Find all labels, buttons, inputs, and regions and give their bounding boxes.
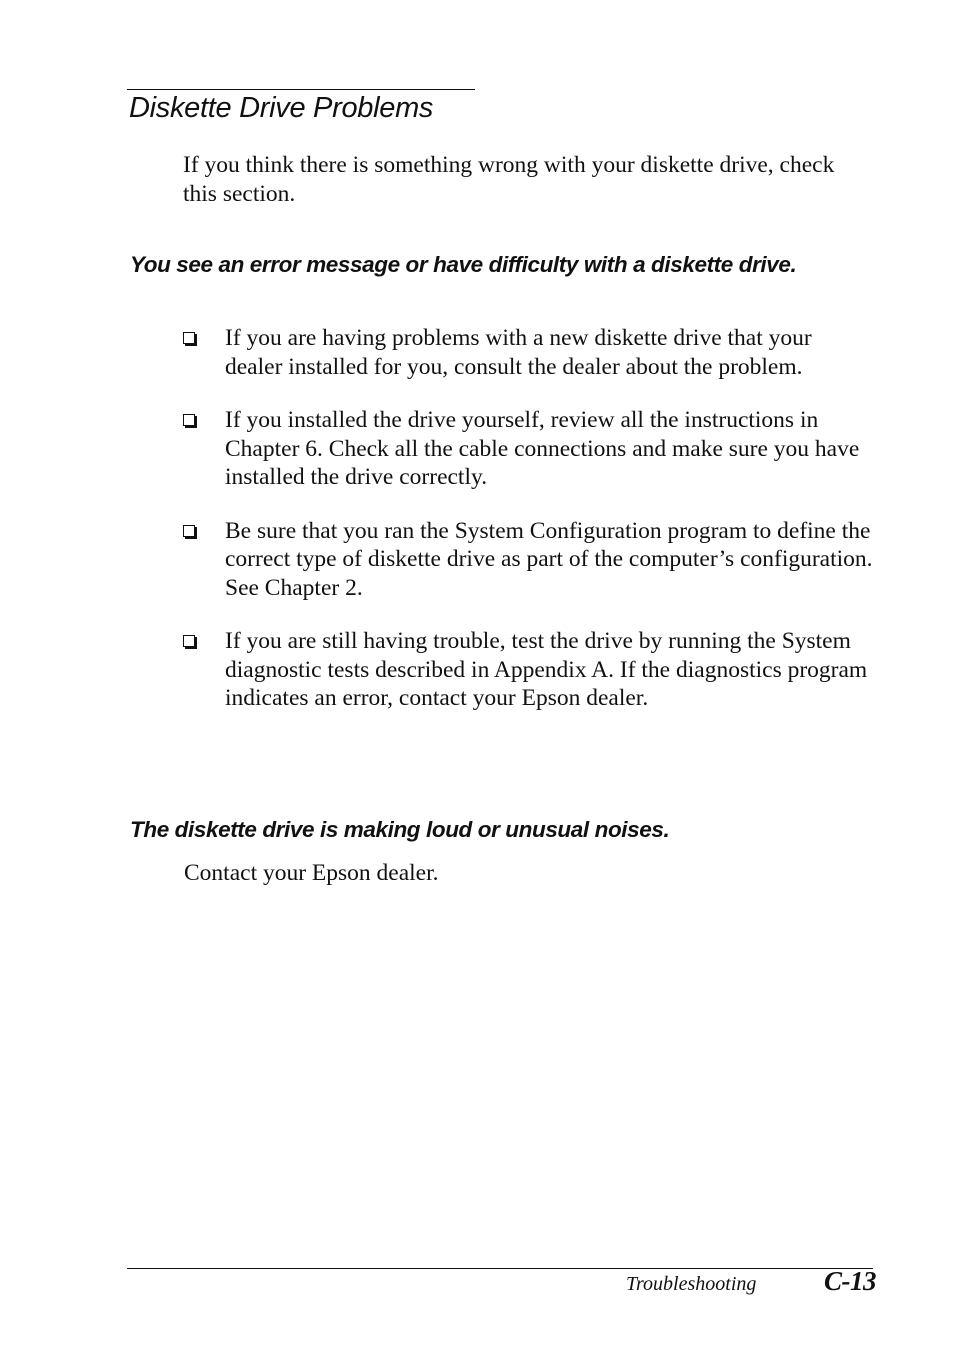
list-item-text: Be sure that you ran the System Configuration program to define the correct type of diskette drive as part of the computer’s configuration. See Chapter 2. — [225, 517, 873, 601]
list-item — [183, 627, 873, 713]
list-item-text: If you are still having trouble, test the drive by running the System diagnostic tests described in Appendix A. If the diagnostics program indicates an error, contact your Epson dealer. — [225, 628, 868, 711]
subheading-noises: The diskette drive is making loud or unusual noises. — [130, 817, 670, 842]
intro-paragraph: If you think there is something wrong with your diskette drive, check this section. — [183, 152, 835, 207]
page-number: C-13 — [824, 1266, 876, 1296]
bullet-list — [183, 324, 873, 738]
contact-dealer-text: Contact your Epson dealer. — [184, 860, 439, 886]
list-item — [183, 517, 873, 603]
checkbox-bullet-icon — [183, 414, 195, 426]
list-item-text: If you are having problems with a new diskette drive that your dealer installed for you, consult the dealer about the problem. — [225, 325, 812, 380]
checkbox-bullet-icon — [183, 525, 195, 537]
section-title: Diskette Drive Problems — [129, 92, 434, 124]
subheading-error-message: You see an error message or have difficulty with a diskette drive. — [130, 252, 797, 277]
list-item-text: If you installed the drive yourself, review all the instructions in Chapter 6. Check all the cable connections and make sure you have installed the drive correctly. — [225, 407, 860, 490]
list-item — [183, 324, 873, 381]
checkbox-bullet-icon — [183, 635, 195, 647]
list-item — [183, 406, 873, 492]
footer-section-name: Troubleshooting — [626, 1273, 757, 1295]
title-rule — [127, 89, 475, 90]
checkbox-bullet-icon — [183, 332, 195, 344]
footer-rule — [127, 1268, 873, 1269]
